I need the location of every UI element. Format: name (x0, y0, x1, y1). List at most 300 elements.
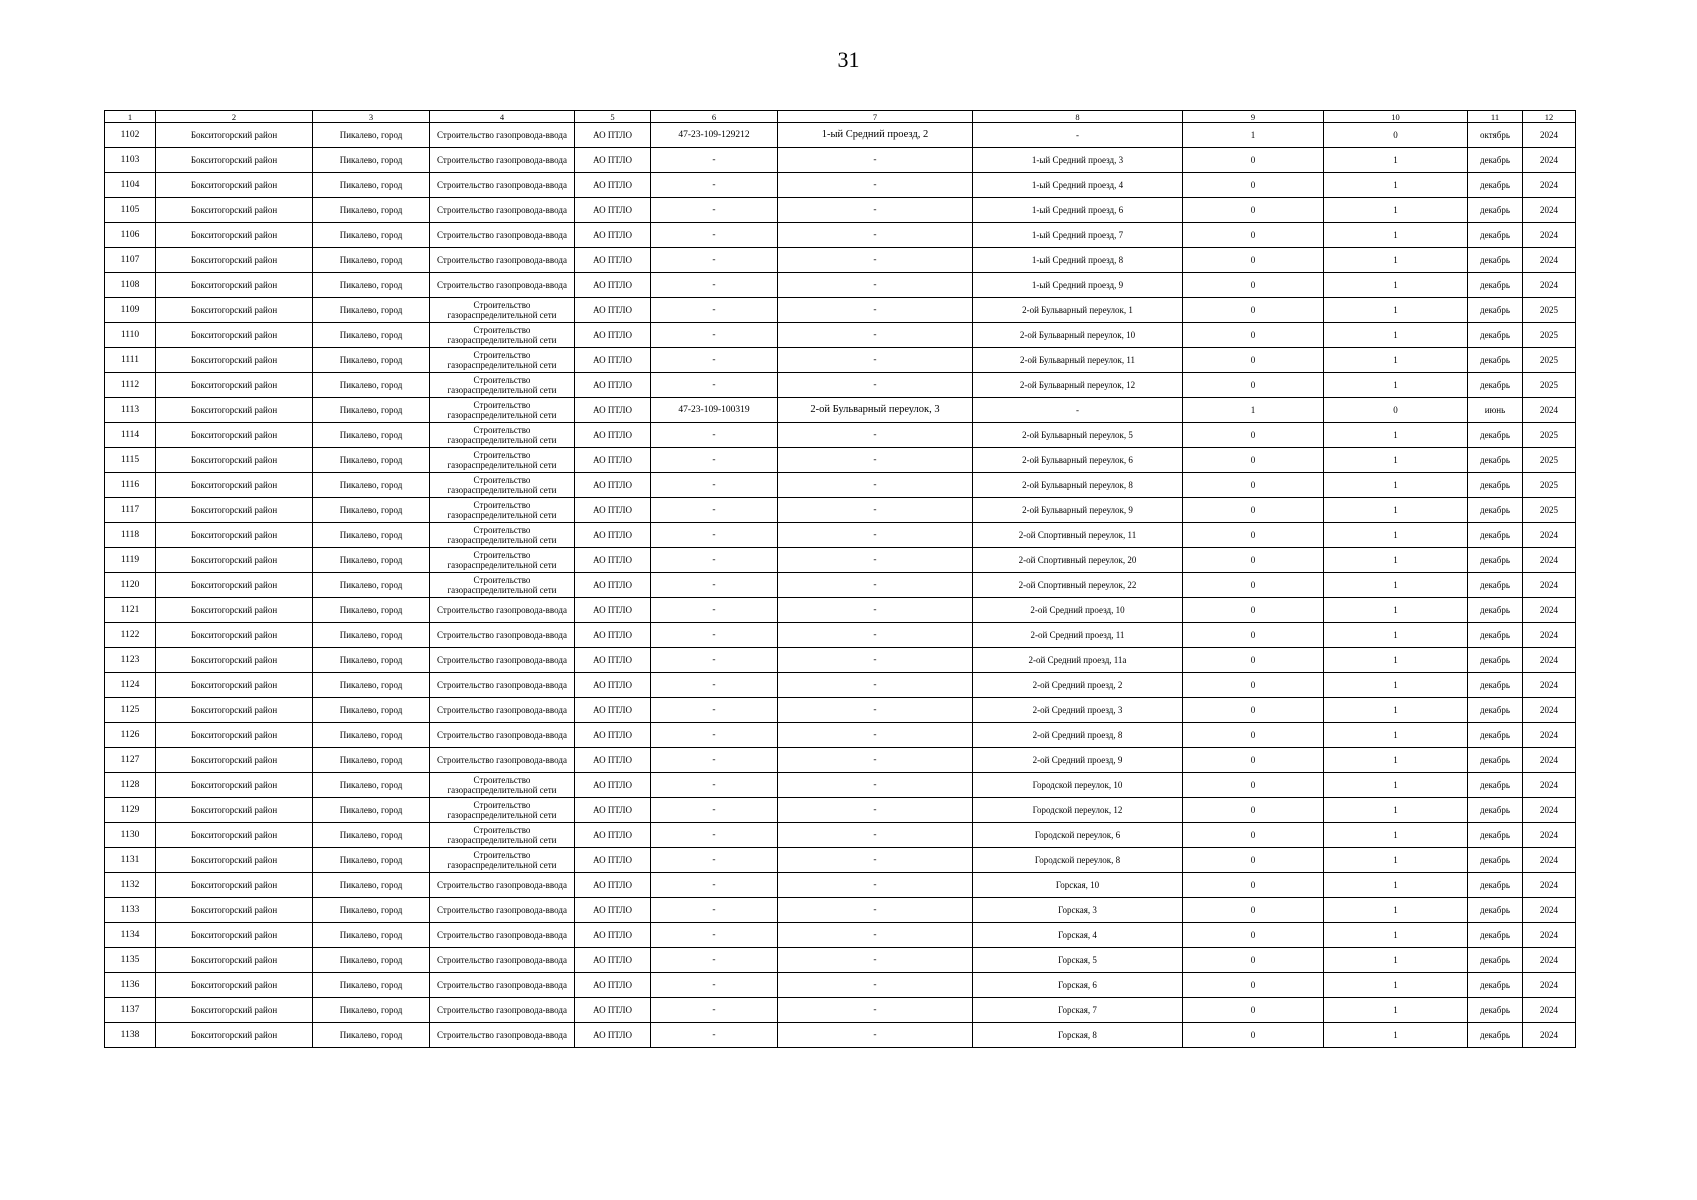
row-number-cell: 1124 (105, 673, 156, 698)
planned-address-cell: 2-ой Средний проезд, 11 (973, 623, 1183, 648)
work-type-cell: Строительство газораспределительной сети (430, 348, 575, 373)
settlement-cell: Пикалево, город (313, 573, 430, 598)
connected-address-cell: - (778, 148, 973, 173)
work-type-cell: Строительство газопровода-ввода (430, 273, 575, 298)
row-number-cell: 1126 (105, 723, 156, 748)
connected-address-cell: - (778, 548, 973, 573)
connected-address-cell: - (778, 898, 973, 923)
settlement-cell: Пикалево, город (313, 423, 430, 448)
month-cell: декабрь (1468, 823, 1523, 848)
table-row (105, 923, 1576, 948)
column-number: 11 (1468, 111, 1523, 123)
planned-count-cell: 1 (1324, 1023, 1468, 1048)
month-cell: декабрь (1468, 598, 1523, 623)
row-number-cell: 1106 (105, 223, 156, 248)
connected-address-cell: - (778, 298, 973, 323)
cadastral-number-cell: - (651, 773, 778, 798)
organization-cell: АО ПТЛО (575, 298, 651, 323)
planned-address-cell: 2-ой Спортивный переулок, 20 (973, 548, 1183, 573)
year-cell: 2024 (1523, 673, 1576, 698)
connected-count-cell: 0 (1183, 598, 1324, 623)
district-cell: Бокситогорский район (156, 473, 313, 498)
planned-count-cell: 1 (1324, 848, 1468, 873)
year-cell: 2024 (1523, 823, 1576, 848)
month-cell: октябрь (1468, 123, 1523, 148)
district-cell: Бокситогорский район (156, 973, 313, 998)
settlement-cell: Пикалево, город (313, 198, 430, 223)
year-cell: 2025 (1523, 323, 1576, 348)
table-row (105, 798, 1576, 823)
planned-address-cell: Городской переулок, 10 (973, 773, 1183, 798)
page-number: 31 (837, 47, 860, 72)
cadastral-number-cell: - (651, 923, 778, 948)
organization-cell: АО ПТЛО (575, 823, 651, 848)
cadastral-number-cell: - (651, 298, 778, 323)
row-number-cell: 1108 (105, 273, 156, 298)
settlement-cell: Пикалево, город (313, 723, 430, 748)
row-number-cell: 1111 (105, 348, 156, 373)
year-cell: 2025 (1523, 298, 1576, 323)
district-cell: Бокситогорский район (156, 173, 313, 198)
table-row (105, 748, 1576, 773)
organization-cell: АО ПТЛО (575, 873, 651, 898)
work-type-cell: Строительство газопровода-ввода (430, 173, 575, 198)
connected-address-cell: 1-ый Средний проезд, 2 (778, 123, 973, 148)
planned-address-cell: 1-ый Средний проезд, 9 (973, 273, 1183, 298)
table-row (105, 448, 1576, 473)
cadastral-number-cell: - (651, 698, 778, 723)
planned-address-cell: 2-ой Средний проезд, 2 (973, 673, 1183, 698)
district-cell: Бокситогорский район (156, 798, 313, 823)
table-row (105, 523, 1576, 548)
table-row (105, 623, 1576, 648)
month-cell: декабрь (1468, 473, 1523, 498)
connected-address-cell: - (778, 598, 973, 623)
cadastral-number-cell: - (651, 548, 778, 573)
month-cell: декабрь (1468, 373, 1523, 398)
work-type-cell: Строительство газопровода-ввода (430, 948, 575, 973)
organization-cell: АО ПТЛО (575, 773, 651, 798)
year-cell: 2024 (1523, 973, 1576, 998)
connected-address-cell: - (778, 198, 973, 223)
row-number-cell: 1131 (105, 848, 156, 873)
district-cell: Бокситогорский район (156, 1023, 313, 1048)
settlement-cell: Пикалево, город (313, 598, 430, 623)
work-type-cell: Строительство газопровода-ввода (430, 148, 575, 173)
table-row (105, 398, 1576, 423)
planned-address-cell: 2-ой Средний проезд, 9 (973, 748, 1183, 773)
planned-count-cell: 1 (1324, 523, 1468, 548)
gasification-table (104, 110, 1576, 1048)
row-number-cell: 1102 (105, 123, 156, 148)
planned-address-cell: 2-ой Бульварный переулок, 6 (973, 448, 1183, 473)
planned-count-cell: 1 (1324, 573, 1468, 598)
planned-address-cell: Городской переулок, 8 (973, 848, 1183, 873)
row-number-cell: 1135 (105, 948, 156, 973)
cadastral-number-cell: - (651, 973, 778, 998)
connected-address-cell: - (778, 573, 973, 598)
row-number-cell: 1129 (105, 798, 156, 823)
month-cell: декабрь (1468, 623, 1523, 648)
row-number-cell: 1119 (105, 548, 156, 573)
work-type-cell: Строительство газопровода-ввода (430, 923, 575, 948)
planned-address-cell: 2-ой Спортивный переулок, 11 (973, 523, 1183, 548)
cadastral-number-cell: - (651, 198, 778, 223)
connected-count-cell: 0 (1183, 523, 1324, 548)
column-number: 6 (651, 111, 778, 123)
work-type-cell: Строительство газопровода-ввода (430, 898, 575, 923)
connected-count-cell: 0 (1183, 298, 1324, 323)
planned-address-cell: 2-ой Бульварный переулок, 1 (973, 298, 1183, 323)
organization-cell: АО ПТЛО (575, 223, 651, 248)
cadastral-number-cell: - (651, 223, 778, 248)
table-row (105, 848, 1576, 873)
row-number-cell: 1104 (105, 173, 156, 198)
column-number: 5 (575, 111, 651, 123)
planned-address-cell: 2-ой Бульварный переулок, 8 (973, 473, 1183, 498)
month-cell: декабрь (1468, 348, 1523, 373)
table-row (105, 573, 1576, 598)
planned-count-cell: 1 (1324, 473, 1468, 498)
row-number-cell: 1134 (105, 923, 156, 948)
column-number: 7 (778, 111, 973, 123)
district-cell: Бокситогорский район (156, 573, 313, 598)
connected-count-cell: 0 (1183, 173, 1324, 198)
settlement-cell: Пикалево, город (313, 398, 430, 423)
planned-count-cell: 1 (1324, 798, 1468, 823)
work-type-cell: Строительство газораспределительной сети (430, 523, 575, 548)
year-cell: 2025 (1523, 423, 1576, 448)
work-type-cell: Строительство газораспределительной сети (430, 298, 575, 323)
connected-count-cell: 0 (1183, 348, 1324, 373)
row-number-cell: 1113 (105, 398, 156, 423)
organization-cell: АО ПТЛО (575, 498, 651, 523)
row-number-cell: 1136 (105, 973, 156, 998)
settlement-cell: Пикалево, город (313, 548, 430, 573)
connected-address-cell: - (778, 348, 973, 373)
table-row (105, 473, 1576, 498)
planned-count-cell: 1 (1324, 173, 1468, 198)
work-type-cell: Строительство газораспределительной сети (430, 373, 575, 398)
month-cell: декабрь (1468, 323, 1523, 348)
organization-cell: АО ПТЛО (575, 673, 651, 698)
month-cell: декабрь (1468, 523, 1523, 548)
organization-cell: АО ПТЛО (575, 398, 651, 423)
month-cell: декабрь (1468, 448, 1523, 473)
organization-cell: АО ПТЛО (575, 698, 651, 723)
year-cell: 2024 (1523, 398, 1576, 423)
connected-count-cell: 0 (1183, 498, 1324, 523)
row-number-cell: 1117 (105, 498, 156, 523)
district-cell: Бокситогорский район (156, 398, 313, 423)
connected-address-cell: - (778, 273, 973, 298)
settlement-cell: Пикалево, город (313, 273, 430, 298)
month-cell: декабрь (1468, 798, 1523, 823)
district-cell: Бокситогорский район (156, 298, 313, 323)
table-row (105, 273, 1576, 298)
settlement-cell: Пикалево, город (313, 698, 430, 723)
settlement-cell: Пикалево, город (313, 148, 430, 173)
organization-cell: АО ПТЛО (575, 973, 651, 998)
year-cell: 2024 (1523, 548, 1576, 573)
connected-count-cell: 0 (1183, 973, 1324, 998)
district-cell: Бокситогорский район (156, 273, 313, 298)
organization-cell: АО ПТЛО (575, 573, 651, 598)
month-cell: декабрь (1468, 998, 1523, 1023)
year-cell: 2024 (1523, 648, 1576, 673)
organization-cell: АО ПТЛО (575, 1023, 651, 1048)
district-cell: Бокситогорский район (156, 323, 313, 348)
row-number-cell: 1130 (105, 823, 156, 848)
connected-address-cell: - (778, 323, 973, 348)
table-row (105, 598, 1576, 623)
table-row (105, 498, 1576, 523)
connected-count-cell: 0 (1183, 448, 1324, 473)
cadastral-number-cell: - (651, 148, 778, 173)
work-type-cell: Строительство газопровода-ввода (430, 223, 575, 248)
planned-count-cell: 1 (1324, 648, 1468, 673)
work-type-cell: Строительство газораспределительной сети (430, 448, 575, 473)
planned-count-cell: 1 (1324, 323, 1468, 348)
organization-cell: АО ПТЛО (575, 248, 651, 273)
cadastral-number-cell: 47-23-109-100319 (651, 398, 778, 423)
row-number-cell: 1132 (105, 873, 156, 898)
cadastral-number-cell: - (651, 598, 778, 623)
month-cell: декабрь (1468, 848, 1523, 873)
table-row (105, 323, 1576, 348)
year-cell: 2024 (1523, 748, 1576, 773)
year-cell: 2024 (1523, 223, 1576, 248)
connected-count-cell: 0 (1183, 723, 1324, 748)
connected-address-cell: - (778, 798, 973, 823)
cadastral-number-cell: - (651, 523, 778, 548)
planned-count-cell: 1 (1324, 823, 1468, 848)
column-number: 8 (973, 111, 1183, 123)
district-cell: Бокситогорский район (156, 223, 313, 248)
connected-count-cell: 0 (1183, 373, 1324, 398)
organization-cell: АО ПТЛО (575, 848, 651, 873)
planned-address-cell: 2-ой Средний проезд, 8 (973, 723, 1183, 748)
month-cell: декабрь (1468, 723, 1523, 748)
row-number-cell: 1137 (105, 998, 156, 1023)
cadastral-number-cell: - (651, 348, 778, 373)
planned-address-cell: - (973, 123, 1183, 148)
cadastral-number-cell: - (651, 748, 778, 773)
connected-address-cell: - (778, 823, 973, 848)
month-cell: декабрь (1468, 248, 1523, 273)
row-number-cell: 1109 (105, 298, 156, 323)
year-cell: 2024 (1523, 848, 1576, 873)
row-number-cell: 1110 (105, 323, 156, 348)
row-number-cell: 1118 (105, 523, 156, 548)
work-type-cell: Строительство газопровода-ввода (430, 698, 575, 723)
row-number-cell: 1125 (105, 698, 156, 723)
connected-address-cell: 2-ой Бульварный переулок, 3 (778, 398, 973, 423)
table-row (105, 423, 1576, 448)
cadastral-number-cell: - (651, 473, 778, 498)
planned-count-cell: 1 (1324, 248, 1468, 273)
settlement-cell: Пикалево, город (313, 373, 430, 398)
settlement-cell: Пикалево, город (313, 173, 430, 198)
table-row (105, 348, 1576, 373)
planned-address-cell: 1-ый Средний проезд, 4 (973, 173, 1183, 198)
organization-cell: АО ПТЛО (575, 648, 651, 673)
connected-count-cell: 0 (1183, 548, 1324, 573)
work-type-cell: Строительство газопровода-ввода (430, 748, 575, 773)
settlement-cell: Пикалево, город (313, 873, 430, 898)
district-cell: Бокситогорский район (156, 373, 313, 398)
work-type-cell: Строительство газораспределительной сети (430, 848, 575, 873)
planned-count-cell: 1 (1324, 373, 1468, 398)
connected-address-cell: - (778, 173, 973, 198)
connected-count-cell: 0 (1183, 473, 1324, 498)
planned-address-cell: 2-ой Спортивный переулок, 22 (973, 573, 1183, 598)
year-cell: 2024 (1523, 698, 1576, 723)
settlement-cell: Пикалево, город (313, 248, 430, 273)
district-cell: Бокситогорский район (156, 898, 313, 923)
connected-count-cell: 0 (1183, 648, 1324, 673)
work-type-cell: Строительство газораспределительной сети (430, 498, 575, 523)
year-cell: 2024 (1523, 773, 1576, 798)
work-type-cell: Строительство газопровода-ввода (430, 248, 575, 273)
year-cell: 2024 (1523, 173, 1576, 198)
planned-count-cell: 0 (1324, 123, 1468, 148)
organization-cell: АО ПТЛО (575, 598, 651, 623)
district-cell: Бокситогорский район (156, 198, 313, 223)
connected-count-cell: 0 (1183, 798, 1324, 823)
work-type-cell: Строительство газораспределительной сети (430, 398, 575, 423)
planned-address-cell: 2-ой Средний проезд, 3 (973, 698, 1183, 723)
year-cell: 2024 (1523, 873, 1576, 898)
district-cell: Бокситогорский район (156, 548, 313, 573)
row-number-cell: 1123 (105, 648, 156, 673)
organization-cell: АО ПТЛО (575, 123, 651, 148)
settlement-cell: Пикалево, город (313, 673, 430, 698)
year-cell: 2024 (1523, 1023, 1576, 1048)
organization-cell: АО ПТЛО (575, 173, 651, 198)
organization-cell: АО ПТЛО (575, 948, 651, 973)
row-number-cell: 1127 (105, 748, 156, 773)
planned-count-cell: 1 (1324, 598, 1468, 623)
planned-count-cell: 0 (1324, 398, 1468, 423)
connected-address-cell: - (778, 698, 973, 723)
work-type-cell: Строительство газопровода-ввода (430, 198, 575, 223)
settlement-cell: Пикалево, город (313, 123, 430, 148)
connected-address-cell: - (778, 998, 973, 1023)
planned-count-cell: 1 (1324, 273, 1468, 298)
row-number-cell: 1103 (105, 148, 156, 173)
row-number-cell: 1112 (105, 373, 156, 398)
settlement-cell: Пикалево, город (313, 848, 430, 873)
connected-count-cell: 0 (1183, 423, 1324, 448)
connected-count-cell: 0 (1183, 923, 1324, 948)
settlement-cell: Пикалево, город (313, 648, 430, 673)
work-type-cell: Строительство газопровода-ввода (430, 623, 575, 648)
connected-count-cell: 0 (1183, 773, 1324, 798)
connected-count-cell: 0 (1183, 573, 1324, 598)
district-cell: Бокситогорский район (156, 348, 313, 373)
month-cell: июнь (1468, 398, 1523, 423)
planned-count-cell: 1 (1324, 998, 1468, 1023)
month-cell: декабрь (1468, 948, 1523, 973)
month-cell: декабрь (1468, 773, 1523, 798)
connected-count-cell: 1 (1183, 398, 1324, 423)
year-cell: 2024 (1523, 523, 1576, 548)
district-cell: Бокситогорский район (156, 923, 313, 948)
district-cell: Бокситогорский район (156, 748, 313, 773)
connected-address-cell: - (778, 373, 973, 398)
row-number-cell: 1122 (105, 623, 156, 648)
work-type-cell: Строительство газораспределительной сети (430, 473, 575, 498)
planned-count-cell: 1 (1324, 698, 1468, 723)
table-row (105, 298, 1576, 323)
connected-address-cell: - (778, 473, 973, 498)
month-cell: декабрь (1468, 898, 1523, 923)
planned-count-cell: 1 (1324, 973, 1468, 998)
planned-count-cell: 1 (1324, 748, 1468, 773)
planned-count-cell: 1 (1324, 198, 1468, 223)
cadastral-number-cell: - (651, 898, 778, 923)
work-type-cell: Строительство газораспределительной сети (430, 573, 575, 598)
table-row (105, 998, 1576, 1023)
planned-address-cell: Горская, 8 (973, 1023, 1183, 1048)
district-cell: Бокситогорский район (156, 598, 313, 623)
table-row (105, 373, 1576, 398)
year-cell: 2025 (1523, 448, 1576, 473)
connected-address-cell: - (778, 748, 973, 773)
column-number: 9 (1183, 111, 1324, 123)
district-cell: Бокситогорский район (156, 948, 313, 973)
district-cell: Бокситогорский район (156, 873, 313, 898)
planned-address-cell: Городской переулок, 6 (973, 823, 1183, 848)
settlement-cell: Пикалево, город (313, 523, 430, 548)
cadastral-number-cell: - (651, 998, 778, 1023)
month-cell: декабрь (1468, 223, 1523, 248)
row-number-cell: 1133 (105, 898, 156, 923)
connected-count-cell: 0 (1183, 248, 1324, 273)
year-cell: 2024 (1523, 598, 1576, 623)
column-number: 1 (105, 111, 156, 123)
month-cell: декабрь (1468, 873, 1523, 898)
row-number-cell: 1105 (105, 198, 156, 223)
planned-count-cell: 1 (1324, 148, 1468, 173)
table-row (105, 123, 1576, 148)
year-cell: 2024 (1523, 948, 1576, 973)
row-number-cell: 1128 (105, 773, 156, 798)
settlement-cell: Пикалево, город (313, 948, 430, 973)
district-cell: Бокситогорский район (156, 148, 313, 173)
table-row (105, 698, 1576, 723)
organization-cell: АО ПТЛО (575, 448, 651, 473)
settlement-cell: Пикалево, город (313, 348, 430, 373)
work-type-cell: Строительство газопровода-ввода (430, 673, 575, 698)
year-cell: 2024 (1523, 923, 1576, 948)
planned-count-cell: 1 (1324, 423, 1468, 448)
table-row (105, 973, 1576, 998)
year-cell: 2024 (1523, 123, 1576, 148)
month-cell: декабрь (1468, 548, 1523, 573)
planned-address-cell: Горская, 3 (973, 898, 1183, 923)
cadastral-number-cell: - (651, 648, 778, 673)
table-row (105, 1023, 1576, 1048)
settlement-cell: Пикалево, город (313, 898, 430, 923)
year-cell: 2024 (1523, 898, 1576, 923)
work-type-cell: Строительство газораспределительной сети (430, 798, 575, 823)
settlement-cell: Пикалево, город (313, 1023, 430, 1048)
cadastral-number-cell: - (651, 573, 778, 598)
connected-count-cell: 0 (1183, 748, 1324, 773)
planned-address-cell: 2-ой Бульварный переулок, 11 (973, 348, 1183, 373)
